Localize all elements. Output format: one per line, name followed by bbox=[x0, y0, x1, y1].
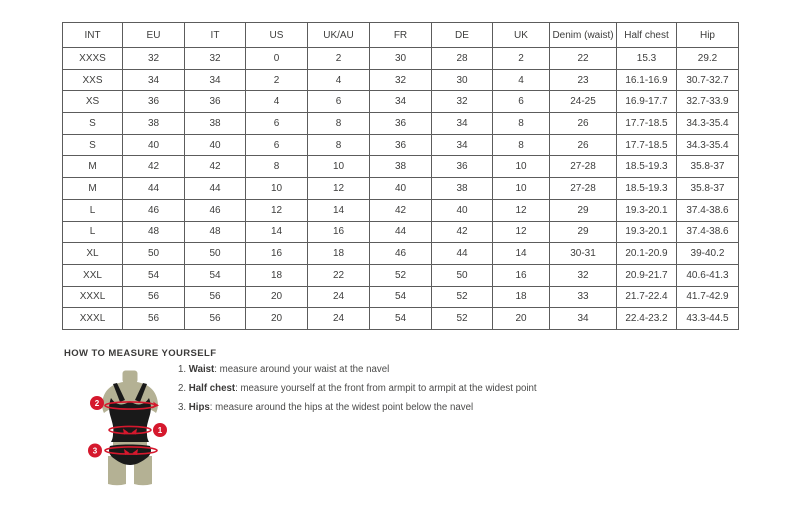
table-cell: 44 bbox=[432, 243, 493, 265]
table-cell: 0 bbox=[246, 48, 308, 70]
mannequin-neck bbox=[123, 371, 138, 384]
table-cell: 4 bbox=[246, 91, 308, 113]
measure-step bbox=[178, 364, 537, 375]
table-cell: 26 bbox=[550, 113, 617, 135]
column-header-denim-waist-: Denim (waist) bbox=[550, 23, 617, 48]
step-text: : measure yourself at the front from armpit to armpit at the widest point bbox=[235, 383, 537, 394]
column-header-uk: UK bbox=[493, 23, 550, 48]
table-cell: 6 bbox=[246, 113, 308, 135]
table-cell: 12 bbox=[493, 221, 550, 243]
table-row bbox=[63, 113, 739, 135]
table-cell: 30.7-32.7 bbox=[677, 69, 739, 91]
table-cell: 29.2 bbox=[677, 48, 739, 70]
table-cell: 40.6-41.3 bbox=[677, 264, 739, 286]
table-cell: 6 bbox=[246, 134, 308, 156]
table-cell: 30 bbox=[432, 69, 493, 91]
table-cell: 54 bbox=[370, 308, 432, 330]
table-cell: 35.8-37 bbox=[677, 156, 739, 178]
table-row bbox=[63, 308, 739, 330]
table-cell: 8 bbox=[308, 134, 370, 156]
table-row bbox=[63, 134, 739, 156]
table-cell: 50 bbox=[432, 264, 493, 286]
column-header-us: US bbox=[246, 23, 308, 48]
column-header-hip: Hip bbox=[677, 23, 739, 48]
table-cell: 48 bbox=[123, 221, 185, 243]
table-cell: 50 bbox=[185, 243, 246, 265]
step-number: 3. bbox=[178, 402, 189, 413]
table-cell: 50 bbox=[123, 243, 185, 265]
table-cell: 27-28 bbox=[550, 156, 617, 178]
table-cell: 19.3-20.1 bbox=[617, 221, 677, 243]
table-cell: 8 bbox=[493, 113, 550, 135]
table-cell: 8 bbox=[493, 134, 550, 156]
table-cell: 39-40.2 bbox=[677, 243, 739, 265]
column-header-de: DE bbox=[432, 23, 493, 48]
table-cell: 32 bbox=[432, 91, 493, 113]
table-cell: 48 bbox=[185, 221, 246, 243]
table-cell: 18 bbox=[308, 243, 370, 265]
table-cell: 44 bbox=[185, 178, 246, 200]
table-row bbox=[63, 243, 739, 265]
table-cell: 40 bbox=[123, 134, 185, 156]
table-cell: 17.7-18.5 bbox=[617, 134, 677, 156]
table-row bbox=[63, 69, 739, 91]
table-cell: 20.9-21.7 bbox=[617, 264, 677, 286]
size-chart-table bbox=[62, 22, 739, 330]
table-row bbox=[63, 91, 739, 113]
table-cell: M bbox=[63, 156, 123, 178]
table-cell: 22 bbox=[308, 264, 370, 286]
table-cell: 4 bbox=[308, 69, 370, 91]
table-cell: 32 bbox=[550, 264, 617, 286]
table-cell: 24 bbox=[308, 308, 370, 330]
table-cell: 24-25 bbox=[550, 91, 617, 113]
badge-hips-number: 3 bbox=[92, 446, 98, 456]
table-cell: 16.9-17.7 bbox=[617, 91, 677, 113]
table-cell: 42 bbox=[185, 156, 246, 178]
table-cell: 38 bbox=[185, 113, 246, 135]
table-cell: 10 bbox=[246, 178, 308, 200]
table-cell: 52 bbox=[432, 286, 493, 308]
table-cell: 2 bbox=[246, 69, 308, 91]
table-cell: 15.3 bbox=[617, 48, 677, 70]
table-cell: 12 bbox=[493, 199, 550, 221]
table-cell: 40 bbox=[185, 134, 246, 156]
table-cell: 32 bbox=[123, 48, 185, 70]
table-cell: 52 bbox=[432, 308, 493, 330]
table-cell: 29 bbox=[550, 221, 617, 243]
table-cell: 40 bbox=[370, 178, 432, 200]
table-cell: 54 bbox=[370, 286, 432, 308]
table-cell: S bbox=[63, 113, 123, 135]
table-cell: 16.1-16.9 bbox=[617, 69, 677, 91]
table-cell: 26 bbox=[550, 134, 617, 156]
step-label: Hips bbox=[188, 402, 210, 413]
table-cell: 22 bbox=[550, 48, 617, 70]
table-cell: 54 bbox=[185, 264, 246, 286]
size-chart-head-row bbox=[63, 23, 739, 48]
mannequin-svg bbox=[80, 368, 180, 508]
table-cell: XXXS bbox=[63, 48, 123, 70]
table-cell: 42 bbox=[432, 221, 493, 243]
table-cell: 41.7-42.9 bbox=[677, 286, 739, 308]
table-row bbox=[63, 286, 739, 308]
table-cell: 12 bbox=[308, 178, 370, 200]
table-cell: 30 bbox=[370, 48, 432, 70]
measure-step bbox=[178, 383, 537, 394]
table-cell: M bbox=[63, 178, 123, 200]
step-number: 2. bbox=[178, 383, 189, 394]
step-text: : measure around the hips at the widest point below the navel bbox=[209, 402, 474, 413]
table-cell: 56 bbox=[123, 308, 185, 330]
table-cell: L bbox=[63, 221, 123, 243]
table-cell: 38 bbox=[432, 178, 493, 200]
table-cell: 10 bbox=[493, 178, 550, 200]
table-row bbox=[63, 264, 739, 286]
table-cell: 33 bbox=[550, 286, 617, 308]
table-cell: 6 bbox=[493, 91, 550, 113]
measure-steps bbox=[178, 364, 537, 421]
table-cell: 18 bbox=[246, 264, 308, 286]
table-cell: 18.5-19.3 bbox=[617, 178, 677, 200]
column-header-eu: EU bbox=[123, 23, 185, 48]
table-row bbox=[63, 221, 739, 243]
step-number: 1. bbox=[178, 364, 189, 375]
table-cell: 52 bbox=[370, 264, 432, 286]
table-cell: XXS bbox=[63, 69, 123, 91]
table-cell: 23 bbox=[550, 69, 617, 91]
table-cell: 36 bbox=[370, 134, 432, 156]
table-cell: 44 bbox=[370, 221, 432, 243]
table-cell: 46 bbox=[370, 243, 432, 265]
table-cell: 37.4-38.6 bbox=[677, 221, 739, 243]
table-cell: XXXL bbox=[63, 286, 123, 308]
badge-chest-number: 2 bbox=[94, 399, 100, 408]
table-cell: 32.7-33.9 bbox=[677, 91, 739, 113]
table-cell: 34.3-35.4 bbox=[677, 134, 739, 156]
table-cell: 16 bbox=[246, 243, 308, 265]
column-header-int: INT bbox=[63, 23, 123, 48]
table-cell: 4 bbox=[493, 69, 550, 91]
table-cell: 56 bbox=[185, 308, 246, 330]
table-cell: 34.3-35.4 bbox=[677, 113, 739, 135]
table-cell: 16 bbox=[308, 221, 370, 243]
step-text: : measure around your waist at the navel bbox=[214, 364, 390, 375]
table-cell: 36 bbox=[370, 113, 432, 135]
table-cell: 17.7-18.5 bbox=[617, 113, 677, 135]
table-cell: 30-31 bbox=[550, 243, 617, 265]
table-cell: 21.7-22.4 bbox=[617, 286, 677, 308]
table-cell: S bbox=[63, 134, 123, 156]
table-cell: 8 bbox=[308, 113, 370, 135]
table-cell: 20 bbox=[493, 308, 550, 330]
table-cell: 36 bbox=[123, 91, 185, 113]
table-cell: 32 bbox=[370, 69, 432, 91]
table-cell: 10 bbox=[308, 156, 370, 178]
table-cell: 36 bbox=[185, 91, 246, 113]
table-cell: 20 bbox=[246, 308, 308, 330]
badge-waist-number: 1 bbox=[157, 426, 163, 435]
table-cell: 22.4-23.2 bbox=[617, 308, 677, 330]
table-row bbox=[63, 178, 739, 200]
table-cell: 40 bbox=[432, 199, 493, 221]
table-cell: 8 bbox=[246, 156, 308, 178]
table-cell: 38 bbox=[370, 156, 432, 178]
table-cell: 46 bbox=[185, 199, 246, 221]
table-cell: 28 bbox=[432, 48, 493, 70]
table-cell: 34 bbox=[432, 113, 493, 135]
table-cell: 14 bbox=[308, 199, 370, 221]
measure-section-heading: HOW TO MEASURE YOURSELF bbox=[64, 348, 217, 359]
table-cell: 14 bbox=[246, 221, 308, 243]
column-header-it: IT bbox=[185, 23, 246, 48]
table-cell: 10 bbox=[493, 156, 550, 178]
step-label: Waist bbox=[188, 364, 215, 375]
table-cell: 56 bbox=[123, 286, 185, 308]
table-cell: 43.3-44.5 bbox=[677, 308, 739, 330]
table-cell: 44 bbox=[123, 178, 185, 200]
table-cell: 34 bbox=[550, 308, 617, 330]
table-cell: 32 bbox=[185, 48, 246, 70]
table-cell: 2 bbox=[493, 48, 550, 70]
table-cell: 34 bbox=[185, 69, 246, 91]
table-cell: 6 bbox=[308, 91, 370, 113]
table-cell: 56 bbox=[185, 286, 246, 308]
table-cell: XS bbox=[63, 91, 123, 113]
table-cell: 34 bbox=[123, 69, 185, 91]
size-chart-body bbox=[63, 48, 739, 330]
table-cell: L bbox=[63, 199, 123, 221]
table-cell: 38 bbox=[123, 113, 185, 135]
table-cell: 35.8-37 bbox=[677, 178, 739, 200]
table-cell: 18.5-19.3 bbox=[617, 156, 677, 178]
table-cell: 37.4-38.6 bbox=[677, 199, 739, 221]
table-cell: XL bbox=[63, 243, 123, 265]
table-cell: XXXL bbox=[63, 308, 123, 330]
table-cell: 16 bbox=[493, 264, 550, 286]
table-cell: 34 bbox=[432, 134, 493, 156]
table-cell: XXL bbox=[63, 264, 123, 286]
column-header-half-chest: Half chest bbox=[617, 23, 677, 48]
table-cell: 24 bbox=[308, 286, 370, 308]
table-cell: 42 bbox=[123, 156, 185, 178]
table-cell: 20 bbox=[246, 286, 308, 308]
table-cell: 2 bbox=[308, 48, 370, 70]
column-header-fr: FR bbox=[370, 23, 432, 48]
measure-step bbox=[178, 402, 537, 413]
table-cell: 19.3-20.1 bbox=[617, 199, 677, 221]
table-cell: 54 bbox=[123, 264, 185, 286]
table-row bbox=[63, 48, 739, 70]
step-label: Half chest bbox=[188, 383, 236, 394]
table-cell: 36 bbox=[432, 156, 493, 178]
column-header-uk-au: UK/AU bbox=[308, 23, 370, 48]
table-cell: 12 bbox=[246, 199, 308, 221]
table-cell: 20.1-20.9 bbox=[617, 243, 677, 265]
table-cell: 42 bbox=[370, 199, 432, 221]
table-cell: 46 bbox=[123, 199, 185, 221]
camisole-top bbox=[109, 398, 151, 442]
table-row bbox=[63, 156, 739, 178]
table-cell: 34 bbox=[370, 91, 432, 113]
table-cell: 18 bbox=[493, 286, 550, 308]
table-cell: 27-28 bbox=[550, 178, 617, 200]
table-cell: 29 bbox=[550, 199, 617, 221]
table-cell: 14 bbox=[493, 243, 550, 265]
mannequin-illustration bbox=[80, 368, 180, 508]
table-row bbox=[63, 199, 739, 221]
